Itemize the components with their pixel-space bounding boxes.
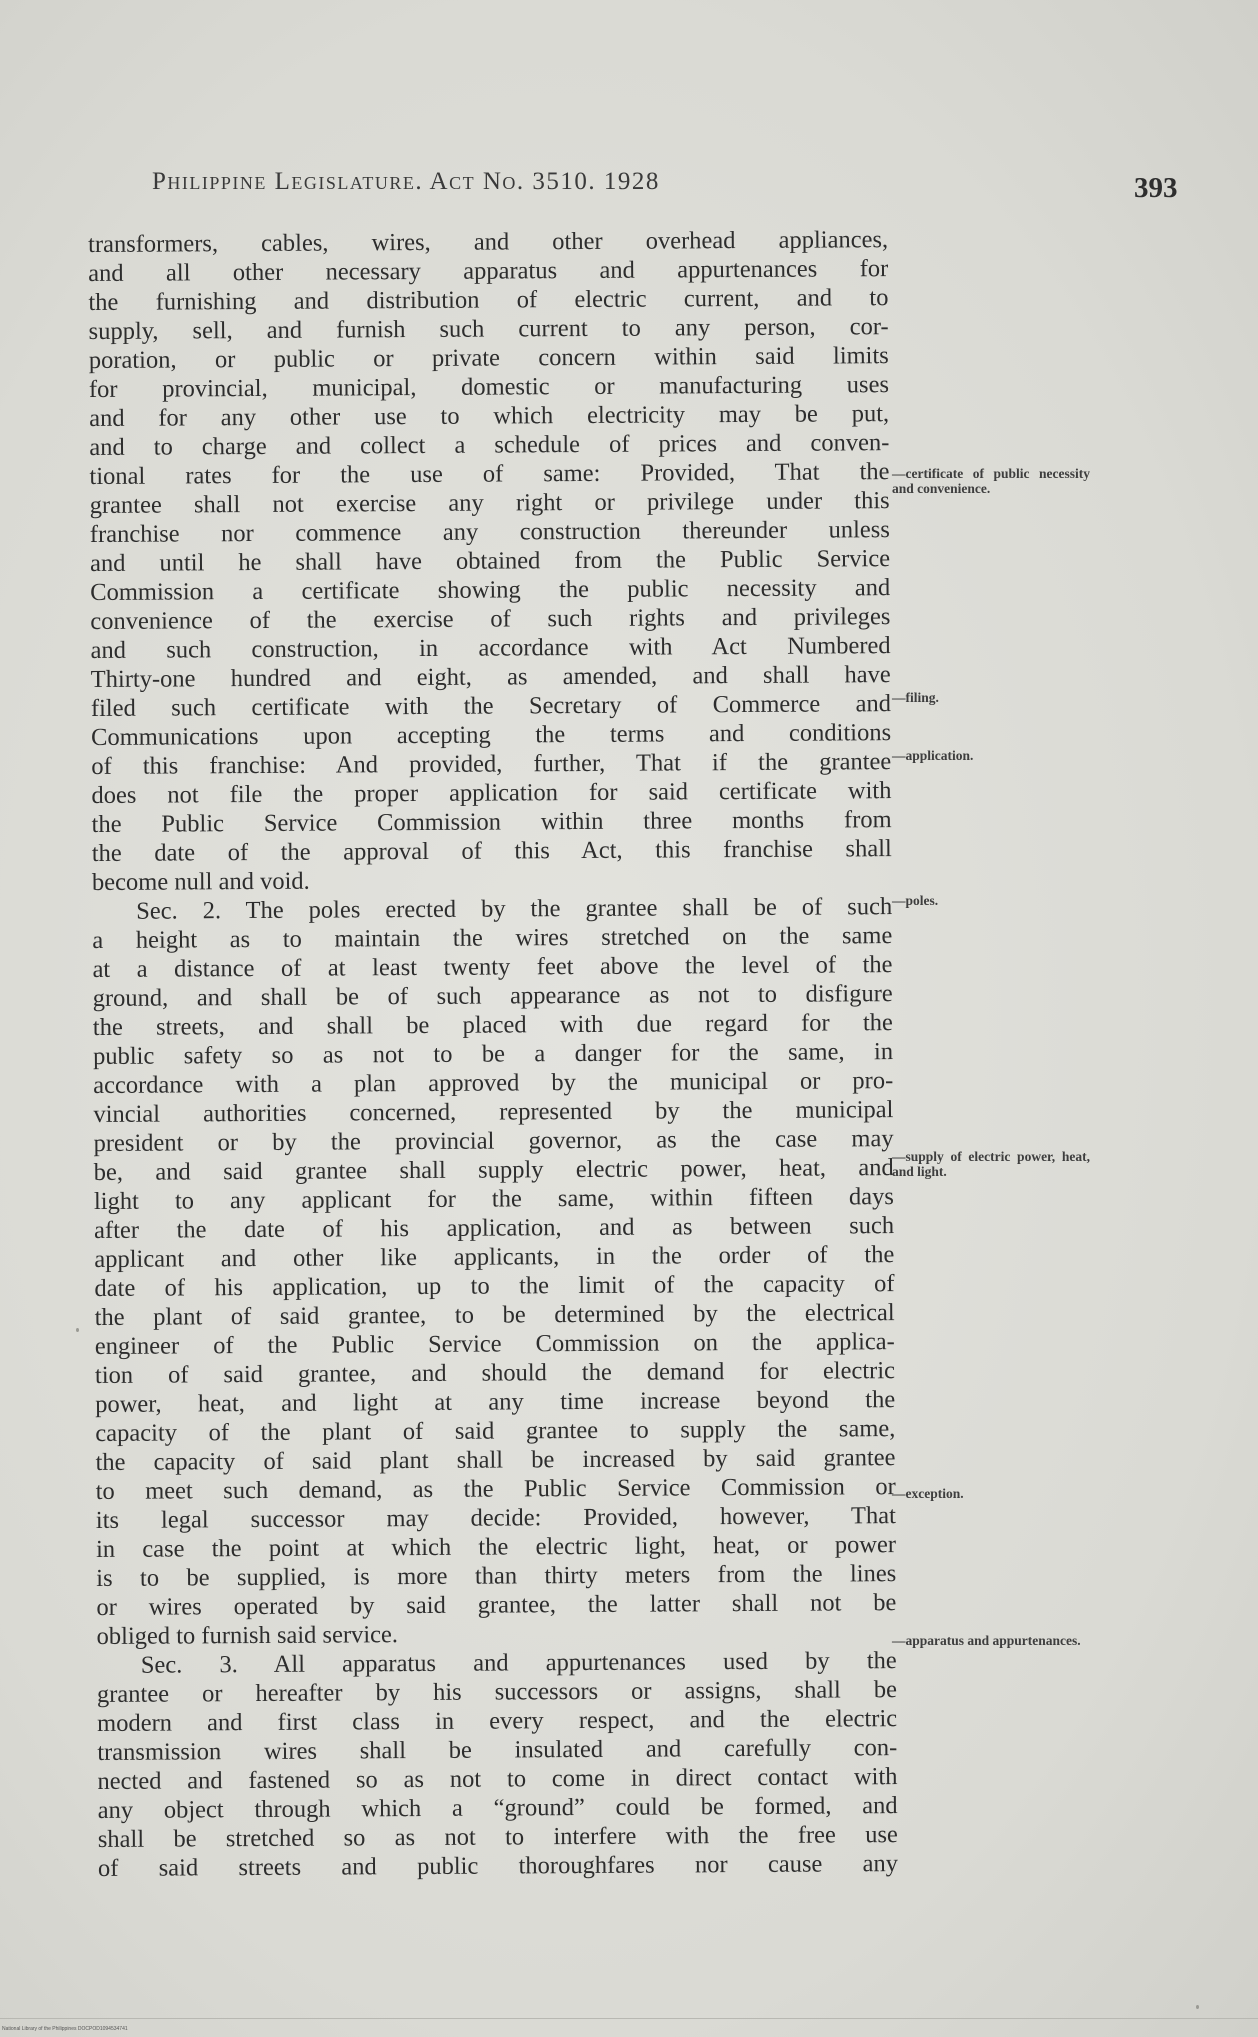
text-line: after the date of his application, and as between such: [94, 1212, 895, 1244]
text-line: supply, sell, and furnish such current to any person, cor-: [88, 313, 889, 345]
text-line: modern and first class in every respect, and the electric: [97, 1705, 898, 1737]
section-3-start: Sec. 3. All apparatus and appurtenances used by the: [140, 1647, 897, 1679]
margin-note-application: —application.: [892, 748, 974, 763]
scan-speck: [76, 1328, 79, 1332]
margin-note-exception: —exception.: [892, 1486, 964, 1501]
text-line: Thirty-one hundred and eight, as amended, and shall have: [90, 661, 891, 693]
margin-note-filing: —filing.: [892, 690, 939, 705]
text-line: at a distance of at least twenty feet above the level of the: [92, 951, 893, 983]
text-line: grantee or hereafter by his successors or assigns, shall be: [96, 1676, 898, 1708]
text-line: the furnishing and distribution of electric current, and to: [88, 284, 889, 316]
text-line: does not file the proper application for said certificate with: [91, 777, 892, 809]
running-head: Philippine Legislature. Act No. 3510. 1928: [152, 168, 660, 195]
text-line: power, heat, and light at any time increase beyond the: [95, 1386, 896, 1418]
text-line: accordance with a plan approved by the municipal or pro-: [93, 1067, 894, 1099]
text-line: in case the point at which the electric light, heat, or power: [95, 1531, 897, 1563]
text-line: a height as to maintain the wires stretched on the same: [92, 922, 893, 954]
page-number: 393: [1134, 172, 1178, 204]
text-line: transformers, cables, wires, and other overhead appliances,: [88, 226, 889, 258]
text-line: is to be supplied, is more than thirty meters from the lines: [96, 1560, 897, 1592]
text-line: franchise nor commence any construction thereunder unless: [89, 516, 890, 548]
text-line: public safety so as not to be a danger for the same, in: [92, 1038, 894, 1070]
text-line: tion of said grantee, and should the demand for electric: [94, 1357, 896, 1389]
text-line: or wires operated by said grantee, the latter shall not be: [96, 1589, 897, 1621]
text-line: obliged to furnish said service.: [96, 1621, 399, 1650]
text-line: the date of the approval of this Act, this franchise shall: [91, 835, 892, 867]
text-line: applicant and other like applicants, in the order of the: [94, 1241, 895, 1273]
text-line: its legal successor may decide: Provided, however, That: [95, 1502, 896, 1534]
text-line: convenience of the exercise of such rights and privileges: [90, 603, 891, 635]
text-line: of this franchise: And provided, further, That if the grantee: [91, 748, 892, 780]
text-line: of said streets and public thoroughfares nor cause any: [97, 1850, 899, 1882]
footer-rule: [0, 2018, 1258, 2019]
text-line: the Public Service Commission within three months from: [91, 806, 892, 838]
text-line: engineer of the Public Service Commission on the applica-: [94, 1328, 895, 1360]
text-line: Communications upon accepting the terms and conditions: [91, 719, 892, 751]
text-line: any object through which a “ground” could be formed, and: [97, 1792, 898, 1824]
text-line: be, and said grantee shall supply electric power, heat, and: [93, 1154, 894, 1186]
text-line: the plant of said grantee, to be determined by the electrical: [94, 1299, 895, 1331]
text-line: transmission wires shall be insulated and carefully con-: [97, 1734, 898, 1766]
margin-note-apparatus: —apparatus and appurtenances.: [892, 1633, 1081, 1648]
margin-note-poles: —poles.: [892, 893, 939, 908]
text-line: for provincial, municipal, domestic or manufacturing uses: [88, 371, 890, 403]
text-line: vincial authorities concerned, represented by the municipal: [93, 1096, 894, 1128]
text-line: light to any applicant for the same, within fifteen days: [93, 1183, 895, 1215]
scan-footer: National Library of the Philippines DOCPOD1094534741: [2, 2026, 128, 2032]
text-line: capacity of the plant of said grantee to supply the same,: [95, 1415, 896, 1447]
text-line: date of his application, up to the limit of the capacity of: [94, 1270, 895, 1302]
text-line: to meet such demand, as the Public Service Commission or: [95, 1473, 896, 1505]
margin-note-supply: —supply of electric power, heat, and light.: [892, 1149, 1090, 1179]
text-line: grantee shall not exercise any right or privilege under this: [89, 487, 890, 519]
text-line: ground, and shall be of such appearance as not to disfigure: [92, 980, 893, 1012]
text-line: become null and void.: [91, 867, 310, 896]
text-line: the streets, and shall be placed with due regard for the: [92, 1009, 893, 1041]
text-line: and for any other use to which electricity may be put,: [89, 400, 890, 432]
text-line: and such construction, in accordance with Act Numbered: [90, 632, 891, 664]
text-line: president or by the provincial governor, as the case may: [93, 1125, 894, 1157]
text-line: and to charge and collect a schedule of prices and conven-: [89, 429, 890, 461]
text-line: tional rates for the use of same: Provided, That the: [89, 458, 890, 490]
text-line: the capacity of said plant shall be increased by said grantee: [95, 1444, 896, 1476]
text-line: and until he shall have obtained from the Public Service: [89, 545, 891, 577]
text-line: shall be stretched so as not to interfere with the free use: [97, 1821, 898, 1853]
text-line: and all other necessary apparatus and appurtenances for: [88, 255, 889, 287]
text-line: Commission a certificate showing the public necessity and: [90, 574, 891, 606]
text-line: poration, or public or private concern within said limits: [88, 342, 889, 374]
text-line: nected and fastened so as not to come in direct contact with: [97, 1763, 898, 1795]
margin-note-certificate: —certificate of public necessity and convenience.: [892, 466, 1090, 496]
text-line: filed such certificate with the Secretary of Commerce and: [90, 690, 891, 722]
scan-speck: [1196, 2005, 1199, 2009]
section-2-start: Sec. 2. The poles erected by the grantee shall be of such: [136, 893, 893, 925]
